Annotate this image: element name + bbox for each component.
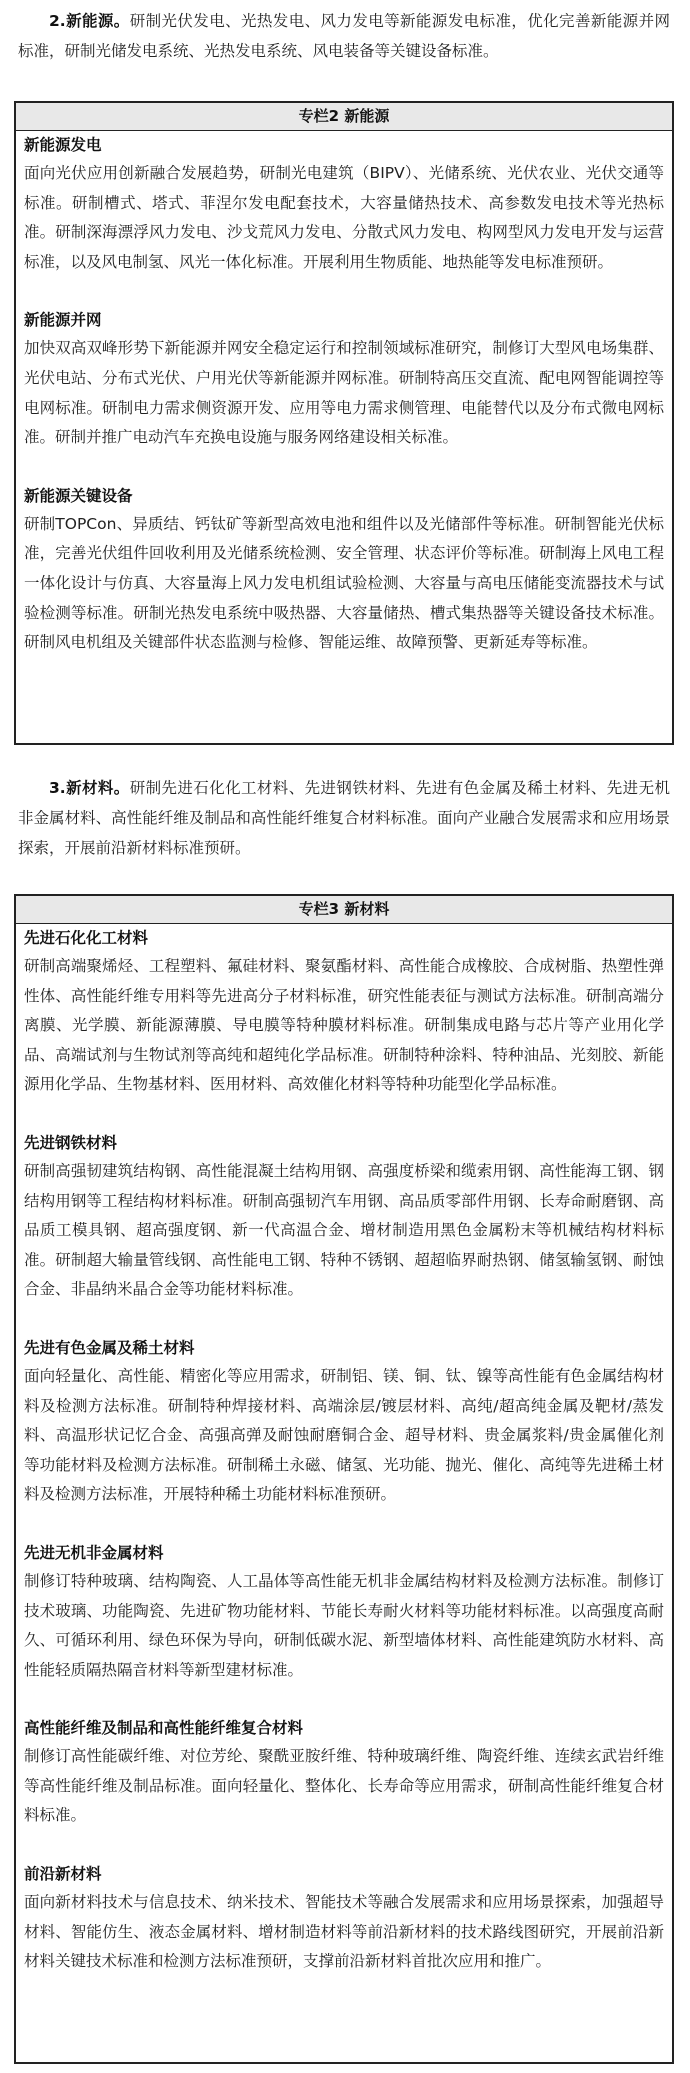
box-new-materials-body bbox=[16, 924, 672, 1977]
box-new-energy-body bbox=[16, 131, 672, 658]
section-heading-key-equipment: 新能源关键设备 bbox=[24, 486, 133, 505]
section-text-steel: 研制高强韧建筑结构钢、高性能混凝土结构用钢、高强度桥梁和缆索用钢、高性能海工钢、钢结构用钢等工程结构材料标准。研制高强韧汽车用钢、高品质零部件用钢、长寿命耐磨钢、高品质工模具钢、超高强度钢、新一代高温合金、增材制造用黑色金属粉末等机械结构材料标准。研制超大输量管线钢、高性能电工钢、特种不锈钢、超超临界耐热钢、储氢输氢钢、耐蚀合金、非晶纳米晶合金等功能材料标准。 bbox=[24, 1161, 664, 1299]
section-text-nonferrous: 面向轻量化、高性能、精密化等应用需求，研制铝、镁、铜、钛、镍等高性能有色金属结构材料及检测方法标准。研制特种焊接材料、高端涂层/镀层材料、高纯/超高纯金属及靶材/蒸发料、高温形状记忆合金、高强高弹及耐蚀耐磨铜合金、超导材料、贵金属浆料/贵金属催化剂等功能材料及检测方法标准。研制稀土永磁、储氢、光功能、抛光、催化、高纯等先进稀土材料及检测方法标准，开展特种稀土功能材料标准预研。 bbox=[24, 1366, 664, 1504]
intro-new-energy bbox=[18, 6, 670, 66]
intro-new-energy-text: 研制光伏发电、光热发电、风力发电等新能源发电标准，优化完善新能源并网标准，研制光储发电系统、光热发电系统、风电装备等关键设备标准。 bbox=[18, 12, 670, 60]
section-heading-steel: 先进钢铁材料 bbox=[24, 1133, 118, 1152]
section-text-power-generation: 面向光伏应用创新融合发展趋势，研制光电建筑（BIPV）、光储系统、光伏农业、光伏交通等标准。研制槽式、塔式、菲涅尔发电配套技术，大容量储热技术、高参数发电技术等光热标准。研制深海漂浮风力发电、沙戈荒风力发电、分散式风力发电、构网型风力发电开发与运营标准，以及风电制氢、风光一体化标准。开展利用生物质能、地热能等发电标准预研。 bbox=[24, 164, 664, 271]
box-new-energy-title: 专栏2 新能源 bbox=[16, 103, 672, 131]
section-heading-nonferrous: 先进有色金属及稀土材料 bbox=[24, 1338, 195, 1357]
intro-new-energy-lead: 2.新能源。 bbox=[49, 12, 130, 30]
section-text-key-equipment: 研制TOPCon、异质结、钙钛矿等新型高效电池和组件以及光储部件等标准。研制智能光伏标准，完善光伏组件回收利用及光储系统检测、安全管理、状态评价等标准。研制海上风电工程一体化设计与仿真、大容量海上风力发电机组试验检测、大容量与高电压储能变流器技术与试验检测等标准。研制光热发电系统中吸热器、大容量储热、槽式集热器等关键设备技术标准。研制风电机组及关键部件状态监测与检修、智能运维、故障预警、更新延寿等标准。 bbox=[24, 514, 664, 652]
box-new-materials-title: 专栏3 新材料 bbox=[16, 896, 672, 924]
box-new-materials bbox=[14, 894, 674, 2064]
intro-new-materials-text: 研制先进石化化工材料、先进钢铁材料、先进有色金属及稀土材料、先进无机非金属材料、高性能纤维及制品和高性能纤维复合材料标准。面向产业融合发展需求和应用场景探索，开展前沿新材料标准预研。 bbox=[18, 779, 670, 857]
intro-new-materials bbox=[18, 773, 670, 863]
intro-new-materials-lead: 3.新材料。 bbox=[49, 779, 130, 797]
section-heading-power-generation: 新能源发电 bbox=[24, 136, 102, 154]
section-heading-fiber: 高性能纤维及制品和高性能纤维复合材料 bbox=[24, 1719, 304, 1738]
section-text-fiber: 制修订高性能碳纤维、对位芳纶、聚酰亚胺纤维、特种玻璃纤维、陶瓷纤维、连续玄武岩纤维等高性能纤维及制品标准。面向轻量化、整体化、长寿命等应用需求，研制高性能纤维复合材料标准。 bbox=[24, 1747, 664, 1825]
box-new-energy bbox=[14, 101, 674, 745]
section-text-grid-connection: 加快双高双峰形势下新能源并网安全稳定运行和控制领域标准研究，制修订大型风电场集群、光伏电站、分布式光伏、户用光伏等新能源并网标准。研制特高压交直流、配电网智能调控等电网标准。研制电力需求侧资源开发、应用等电力需求侧管理、电能替代以及分布式微电网标准。研制并推广电动汽车充换电设施与服务网络建设相关标准。 bbox=[24, 339, 664, 447]
section-heading-inorganic: 先进无机非金属材料 bbox=[24, 1543, 164, 1562]
section-text-petrochemical: 研制高端聚烯烃、工程塑料、氟硅材料、聚氨酯材料、高性能合成橡胶、合成树脂、热塑性弹性体、高性能纤维专用料等先进高分子材料标准，研究性能表征与测试方法标准。研制高端分离膜、光学膜、新能源薄膜、导电膜等特种膜材料标准。研制集成电路与芯片等产业用化学品、高端试剂与生物试剂等高纯和超纯化学品标准。研制特种涂料、特种油品、光刻胶、新能源用化学品、生物基材料、医用材料、高效催化材料等特种功能型化学品标准。 bbox=[24, 957, 664, 1094]
section-heading-petrochemical: 先进石化化工材料 bbox=[24, 929, 149, 947]
section-text-inorganic: 制修订特种玻璃、结构陶瓷、人工晶体等高性能无机非金属结构材料及检测方法标准。制修订技术玻璃、功能陶瓷、先进矿物功能材料、节能长寿耐火材料等功能材料标准。以高强度高耐久、可循环利用、绿色环保为导向，研制低碳水泥、新型墙体材料、高性能建筑防水材料、高性能轻质隔热隔音材料等新型建材标准。 bbox=[24, 1571, 664, 1679]
section-heading-grid-connection: 新能源并网 bbox=[24, 311, 102, 330]
section-text-frontier: 面向新材料技术与信息技术、纳米技术、智能技术等融合发展需求和应用场景探索，加强超导材料、智能仿生、液态金属材料、增材制造材料等前沿新材料的技术路线图研究，开展前沿新材料关键技术标准和检测方法标准预研，支撑前沿新材料首批次应用和推广。 bbox=[24, 1893, 664, 1971]
section-heading-frontier: 前沿新材料 bbox=[24, 1865, 102, 1884]
